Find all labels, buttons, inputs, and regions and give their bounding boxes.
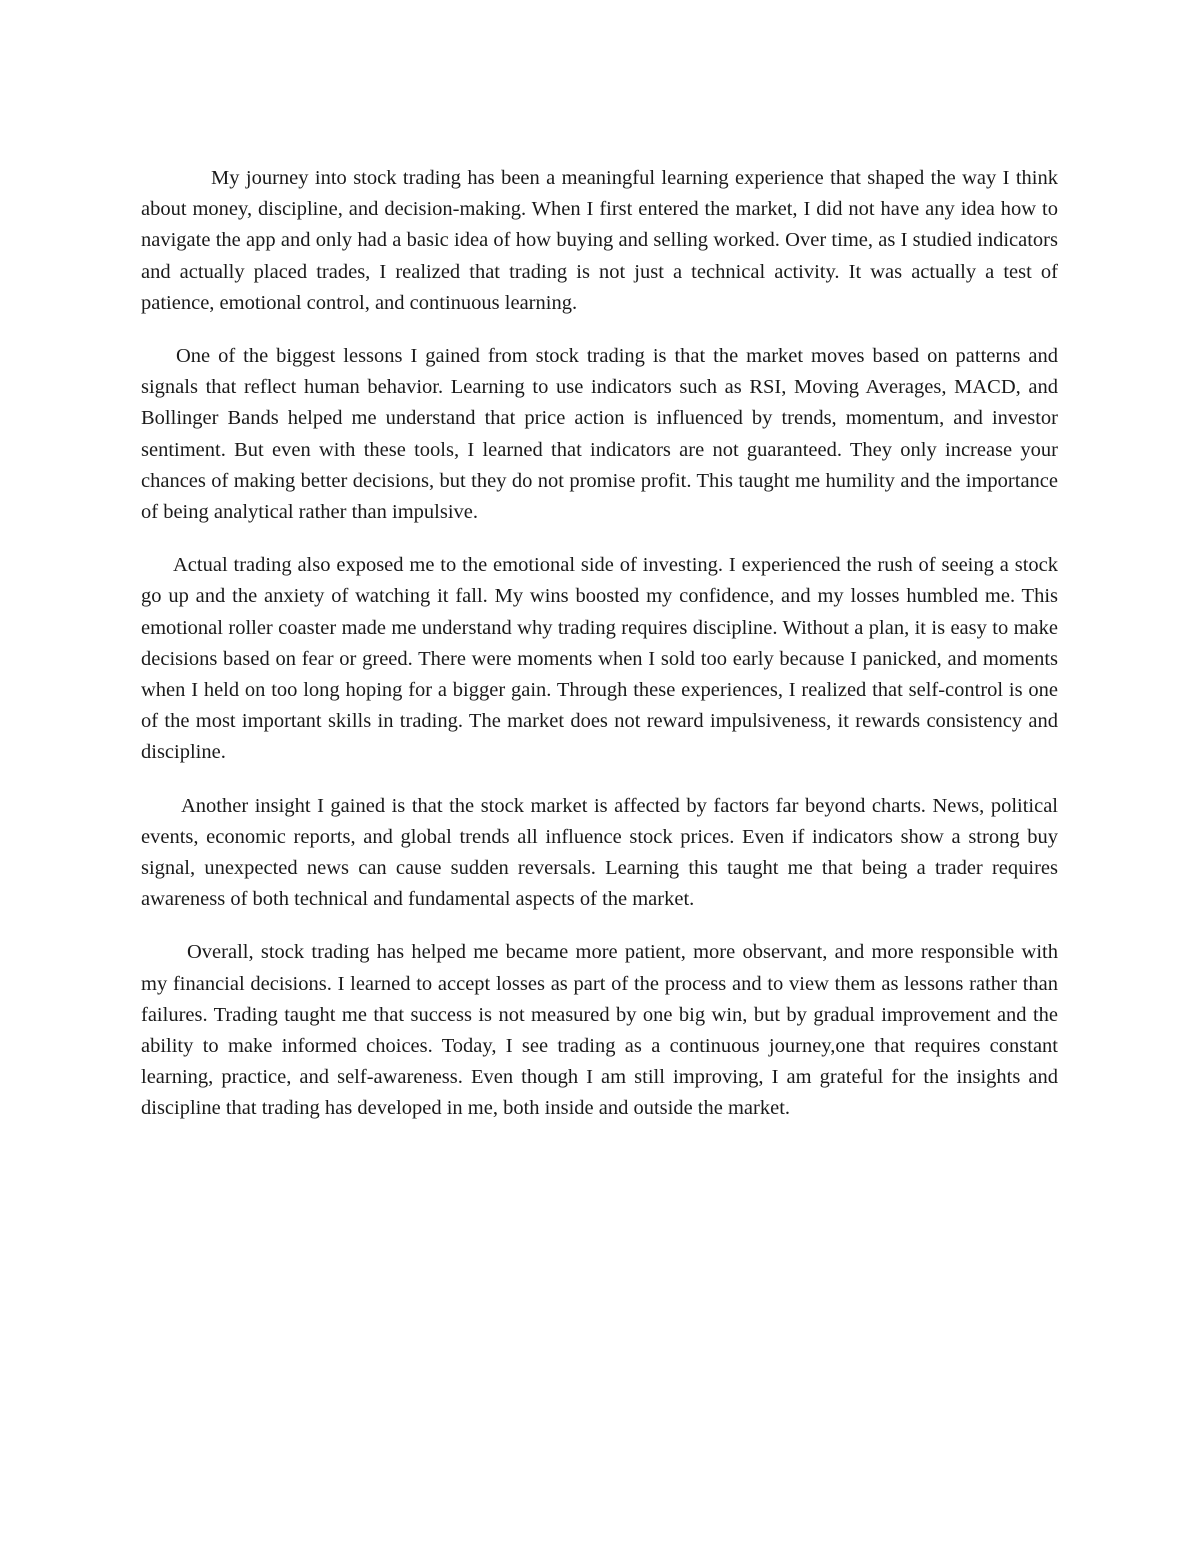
paragraph-1: My journey into stock trading has been a meaningful learning experience that shaped the way I think about money, discipline, and decision-making. When I first entered the market, I did not have any idea how to navigate the app and only had a basic idea of how buying and selling worked. Over time, as I studied indicators and actually placed trades, I realized that trading is not just a technical activity. It was actually a test of patience, emotional control, and continuous learning. xyxy=(141,167,1058,314)
paragraph-3: Actual trading also exposed me to the emotional side of investing. I experienced the rush of seeing a stock go up and the anxiety of watching it fall. My wins boosted my confidence, and my losses humbled me. This emotional roller coaster made me understand why trading requires discipline. Without a plan, it is easy to make decisions based on fear or greed. There were moments when I sold too early because I panicked, and moments when I held on too long hoping for a bigger gain. Through these experiences, I realized that self-control is one of the most important skills in trading. The market does not reward impulsiveness, it rewards consistency and discipline. xyxy=(141,554,1058,764)
paragraph-2: One of the biggest lessons I gained from stock trading is that the market moves based on patterns and signals that reflect human behavior. Learning to use indicators such as RSI, Moving Averages, MACD, and Bollinger Bands helped me understand that price action is influenced by trends, momentum, and investor sentiment. But even with these tools, I learned that indicators are not guaranteed. They only increase your chances of making better decisions, but they do not promise profit. This taught me humility and the importance of being analytical rather than impulsive. xyxy=(141,345,1058,524)
paragraph-4: Another insight I gained is that the stock market is affected by factors far beyond charts. News, political events, economic reports, and global trends all influence stock prices. Even if indicators show a strong buy signal, unexpected news can cause sudden reversals. Learning this taught me that being a trader requires awareness of both technical and fundamental aspects of the market. xyxy=(141,794,1058,911)
essay-body xyxy=(141,163,1058,1147)
paragraph-5: Overall, stock trading has helped me became more patient, more observant, and more responsible with my financial decisions. I learned to accept losses as part of the process and to view them as lessons rather than failures. Trading taught me that success is not measured by one big win, but by gradual improvement and the ability to make informed choices. Today, I see trading as a continuous journey,one that requires constant learning, practice, and self-awareness. Even though I am still improving, I am grateful for the insights and discipline that trading has developed in me, both inside and outside the market. xyxy=(141,941,1058,1120)
